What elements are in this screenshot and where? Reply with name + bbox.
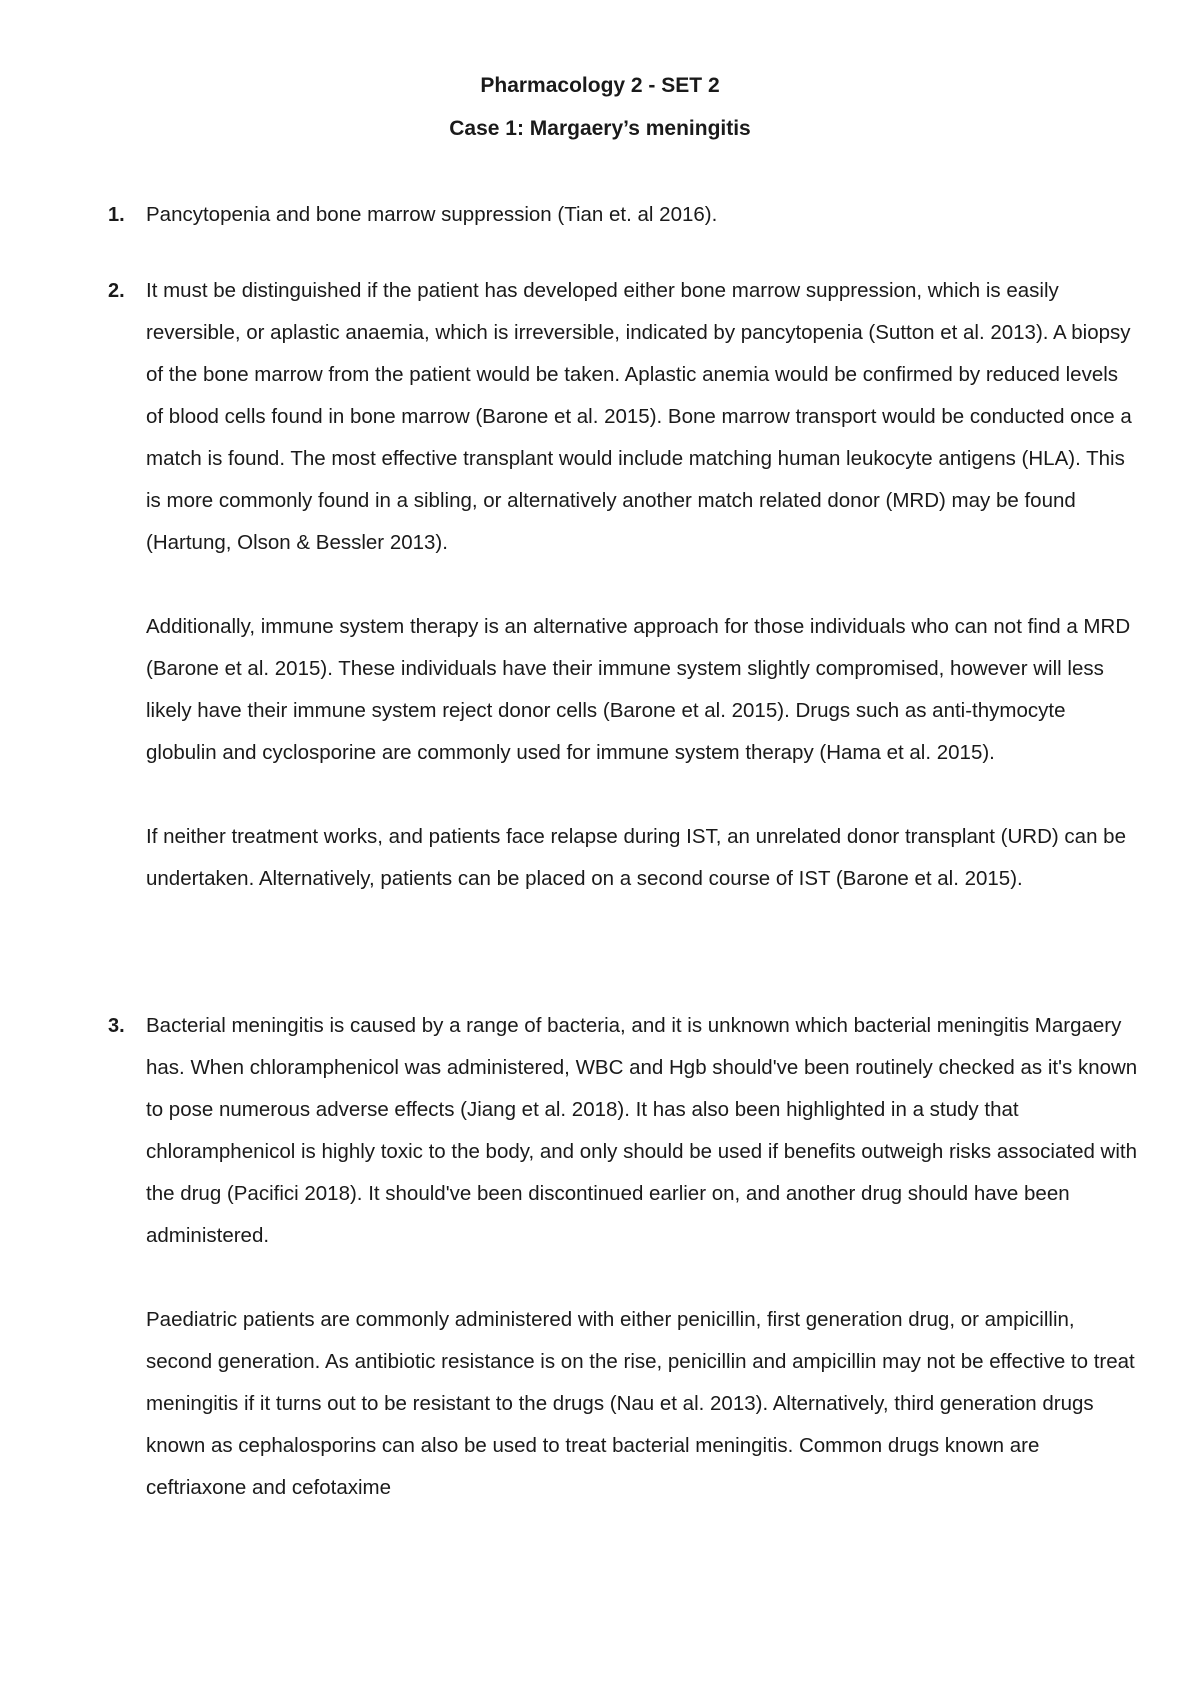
paragraph: Pancytopenia and bone marrow suppression (Tian et. al 2016). bbox=[146, 203, 718, 226]
paragraph: Additionally, immune system therapy is an alternative approach for those individuals who can not find a MRD (Barone et al. 2015). These individuals have their immune system slightly compromised, however will less likely have their immune system reject donor cells (Barone et al. 2015). Drugs such as anti-thymocyte globulin and cyclosporine are commonly used for immune system therapy (Hama et al. 2015). bbox=[146, 615, 1131, 764]
list-number: 3. bbox=[108, 1015, 125, 1037]
document-title: Pharmacology 2 - SET 2 bbox=[480, 74, 720, 97]
list-item-1 bbox=[108, 194, 1138, 236]
case-title: Case 1: Margaery’s meningitis bbox=[449, 117, 751, 140]
list-number: 2. bbox=[108, 280, 125, 302]
paragraph: It must be distinguished if the patient has developed either bone marrow suppression, which is easily reversible, or aplastic anaemia, which is irreversible, indicated by pancytopenia (Sutton et al. 2013). A biopsy of the bone marrow from the patient would be taken. Aplastic anemia would be confirmed by reduced levels of blood cells found in bone marrow (Barone et al. 2015). Bone marrow transport would be conducted once a match is found. The most effective transplant would include matching human leukocyte antigens (HLA). This is more commonly found in a sibling, or alternatively another match related donor (MRD) may be found (Hartung, Olson & Bessler 2013). bbox=[146, 279, 1132, 554]
paragraph: Paediatric patients are commonly administered with either penicillin, first generation drug, or ampicillin, second generation. As antibiotic resistance is on the rise, penicillin and ampicillin may not be effective to treat meningitis if it turns out to be resistant to the drugs (Nau et al. 2013). Alternatively, third generation drugs known as cephalosporins can also be used to treat bacterial meningitis. Common drugs known are ceftriaxone and cefotaxime bbox=[146, 1308, 1135, 1499]
list-item-3 bbox=[108, 1005, 1138, 1509]
paragraph: Bacterial meningitis is caused by a range of bacteria, and it is unknown which bacterial meningitis Margaery has. When chloramphenicol was administered, WBC and Hgb should've been routinely checked as it's known to pose numerous adverse effects (Jiang et al. 2018). It has also been highlighted in a study that chloramphenicol is highly toxic to the body, and only should be used if benefits outweigh risks associated with the drug (Pacifici 2018). It should've been discontinued earlier on, and another drug should have been administered. bbox=[146, 1014, 1138, 1247]
paragraph: If neither treatment works, and patients face relapse during IST, an unrelated donor transplant (URD) can be undertaken. Alternatively, patients can be placed on a second course of IST (Barone et al. 2015). bbox=[146, 825, 1126, 890]
list-number: 1. bbox=[108, 204, 125, 226]
list-item-2 bbox=[108, 270, 1138, 900]
